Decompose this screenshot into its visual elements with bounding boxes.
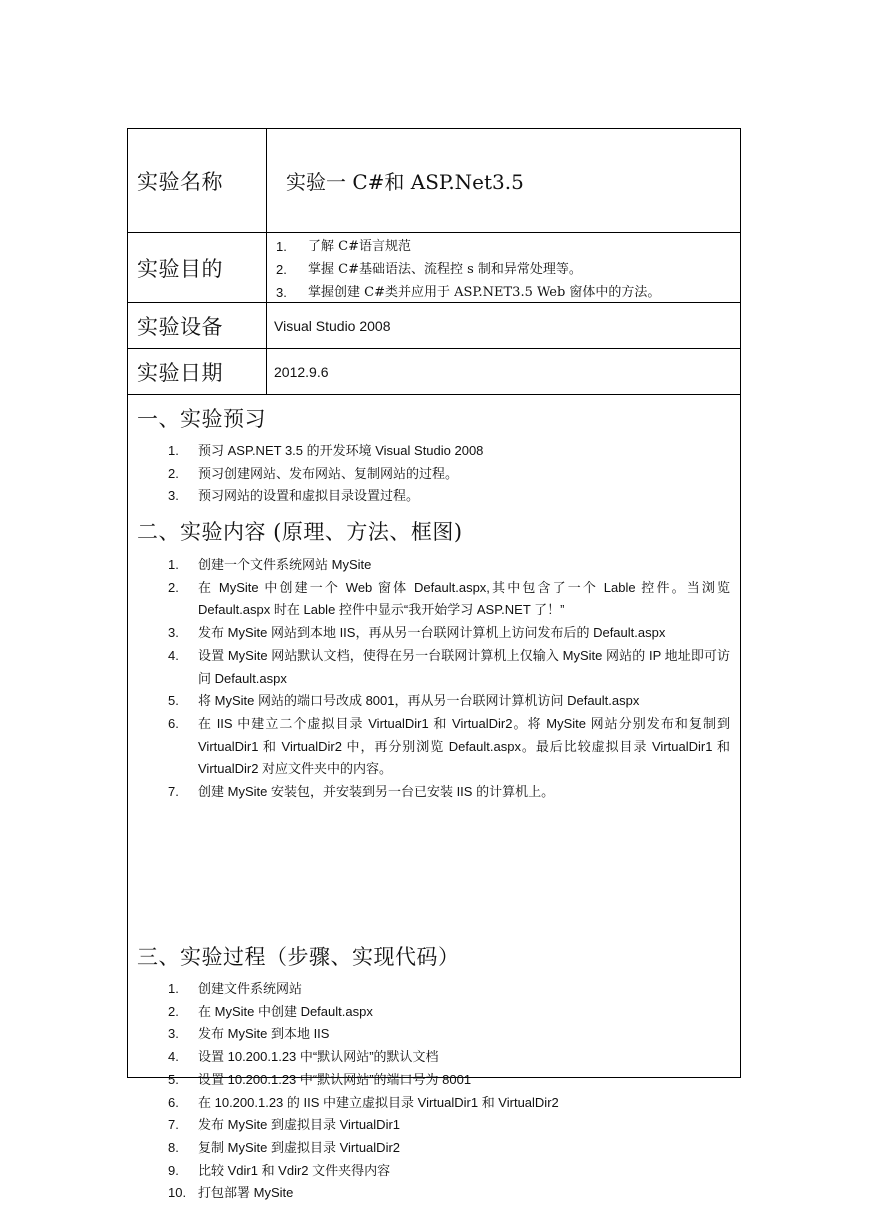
item-number: 3.	[168, 488, 179, 504]
report-form	[127, 128, 741, 1201]
item-number: 5.	[168, 693, 179, 709]
section-heading-preview: 一、实验预习	[137, 407, 266, 431]
section-heading-content: 二、实验内容 (原理、方法、框图)	[137, 520, 463, 544]
item-text: 设置 10.200.1.23 中“默认网站”的默认文档	[198, 1049, 439, 1065]
experiment-purpose-list	[268, 233, 740, 302]
list-item	[128, 1069, 740, 1092]
list-item	[128, 690, 740, 713]
item-number: 10.	[168, 1185, 187, 1201]
item-number: 1.	[168, 981, 179, 996]
list-item	[128, 1046, 740, 1069]
list-item	[128, 1160, 740, 1183]
item-number: 1.	[168, 557, 179, 572]
list-item	[128, 978, 740, 1001]
list-item	[128, 485, 740, 508]
item-text: 设置 10.200.1.23 中“默认网站”的端口号为 8001	[198, 1071, 472, 1087]
item-number: 8.	[168, 1139, 179, 1155]
item-text: 比较 Vdir1 和 Vdir2 文件夹得内容	[198, 1162, 391, 1178]
experiment-date-row	[128, 349, 740, 395]
item-number: 1.	[276, 239, 287, 254]
item-text: 预习 ASP.NET 3.5 的开发环境 Visual Studio 2008	[198, 443, 484, 458]
experiment-date-value: 2012.9.6	[274, 363, 329, 380]
item-text: 将 MySite 网站的端口号改成 8001，再从另一台联网计算机访问 Default.aspx	[198, 693, 640, 709]
item-number: 2.	[168, 1003, 179, 1019]
list-item	[128, 577, 740, 622]
item-number: 7.	[168, 1117, 179, 1133]
item-text: 掌握 C#基础语法、流程控 s 制和异常处理等。	[308, 262, 582, 277]
item-number: 4.	[168, 1049, 179, 1065]
item-number: 5.	[168, 1071, 179, 1087]
item-number: 6.	[168, 715, 179, 731]
item-text: 复制 MySite 到虚拟目录 VirtualDir2	[198, 1139, 401, 1155]
item-number: 9.	[168, 1162, 179, 1178]
item-number: 3.	[168, 1026, 179, 1042]
list-item	[128, 713, 740, 781]
item-text: 创建 MySite 安装包，并安装到另一台已安装 IIS 的计算机上。	[198, 784, 555, 800]
experiment-equipment-row	[128, 303, 740, 349]
list-item	[128, 645, 740, 690]
item-text: 掌握创建 C#类并应用于 ASP.NET3.5 Web 窗体中的方法。	[308, 285, 661, 300]
experiment-purpose-row	[128, 233, 740, 303]
item-text: 设置 MySite 网站默认文档，使得在另一台联网计算机上仅输入 MySite 网站的 IP 地址即可访问 Default.aspx	[198, 647, 730, 686]
item-number: 3.	[276, 285, 287, 300]
preview-list	[128, 440, 740, 508]
item-text: 创建一个文件系统网站 MySite	[198, 557, 372, 572]
item-text: 在 10.200.1.23 的 IIS 中建立虚拟目录 VirtualDir1 和 VirtualDir2	[198, 1094, 559, 1110]
list-item	[128, 463, 740, 486]
item-text: 发布 MySite 网站到本地 IIS，再从另一台联网计算机上访问发布后的 Default.aspx	[198, 625, 666, 641]
item-number: 2.	[168, 465, 179, 481]
item-text: 打包部署 MySite	[198, 1185, 294, 1201]
experiment-name-value: 实验一 C#和 ASP.Net3.5	[286, 170, 524, 194]
list-item	[128, 554, 740, 577]
experiment-equipment-value: Visual Studio 2008	[274, 317, 391, 334]
item-number: 2.	[276, 262, 287, 277]
list-item	[128, 1137, 740, 1160]
list-item	[128, 622, 740, 645]
list-item	[128, 1182, 740, 1205]
item-number: 6.	[168, 1094, 179, 1110]
item-text: 了解 C#语言规范	[308, 239, 411, 254]
item-text: 预习网站的设置和虚拟目录设置过程。	[198, 488, 420, 504]
experiment-name-label: 实验名称	[128, 129, 267, 232]
item-text: 预习创建网站、发布网站、复制网站的过程。	[198, 465, 459, 481]
list-item	[128, 781, 740, 804]
experiment-purpose-label: 实验目的	[128, 233, 267, 302]
content-list	[128, 554, 740, 804]
list-item	[128, 1114, 740, 1137]
list-item	[128, 1023, 740, 1046]
list-item	[128, 1001, 740, 1024]
item-text: 发布 MySite 到虚拟目录 VirtualDir1	[198, 1117, 401, 1133]
list-item	[128, 440, 740, 463]
experiment-equipment-label: 实验设备	[128, 303, 267, 348]
list-item	[268, 235, 740, 258]
list-item	[268, 258, 740, 281]
item-number: 7.	[168, 784, 179, 800]
item-text: 在 MySite 中创建 Default.aspx	[198, 1003, 373, 1019]
experiment-date-label: 实验日期	[128, 349, 267, 394]
list-item	[268, 281, 740, 304]
item-number: 3.	[168, 625, 179, 641]
item-number: 4.	[168, 647, 179, 663]
item-text: 发布 MySite 到本地 IIS	[198, 1026, 330, 1042]
item-text: 在 MySite 中创建一个 Web 窗体 Default.aspx,其中包含了一个 Lable 控件。当浏览 Default.aspx 时在 Lable 控件中显示“我开始学习 ASP.NET 了！”	[198, 579, 730, 618]
item-number: 1.	[168, 443, 179, 458]
item-text: 创建文件系统网站	[198, 981, 303, 996]
process-list	[128, 978, 740, 1205]
item-text: 在 IIS 中建立二个虚拟目录 VirtualDir1 和 VirtualDir2。将 MySite 网站分别发布和复制到 VirtualDir1 和 VirtualDir2 中，再分别浏览 Default.aspx。最后比较虚拟目录 VirtualDir1 和 VirtualDir2 对应文件夹中的内容。	[198, 715, 730, 777]
list-item	[128, 1092, 740, 1115]
item-number: 2.	[168, 579, 179, 595]
experiment-name-row	[128, 129, 740, 233]
section-heading-process: 三、实验过程（步骤、实现代码）	[137, 945, 460, 969]
